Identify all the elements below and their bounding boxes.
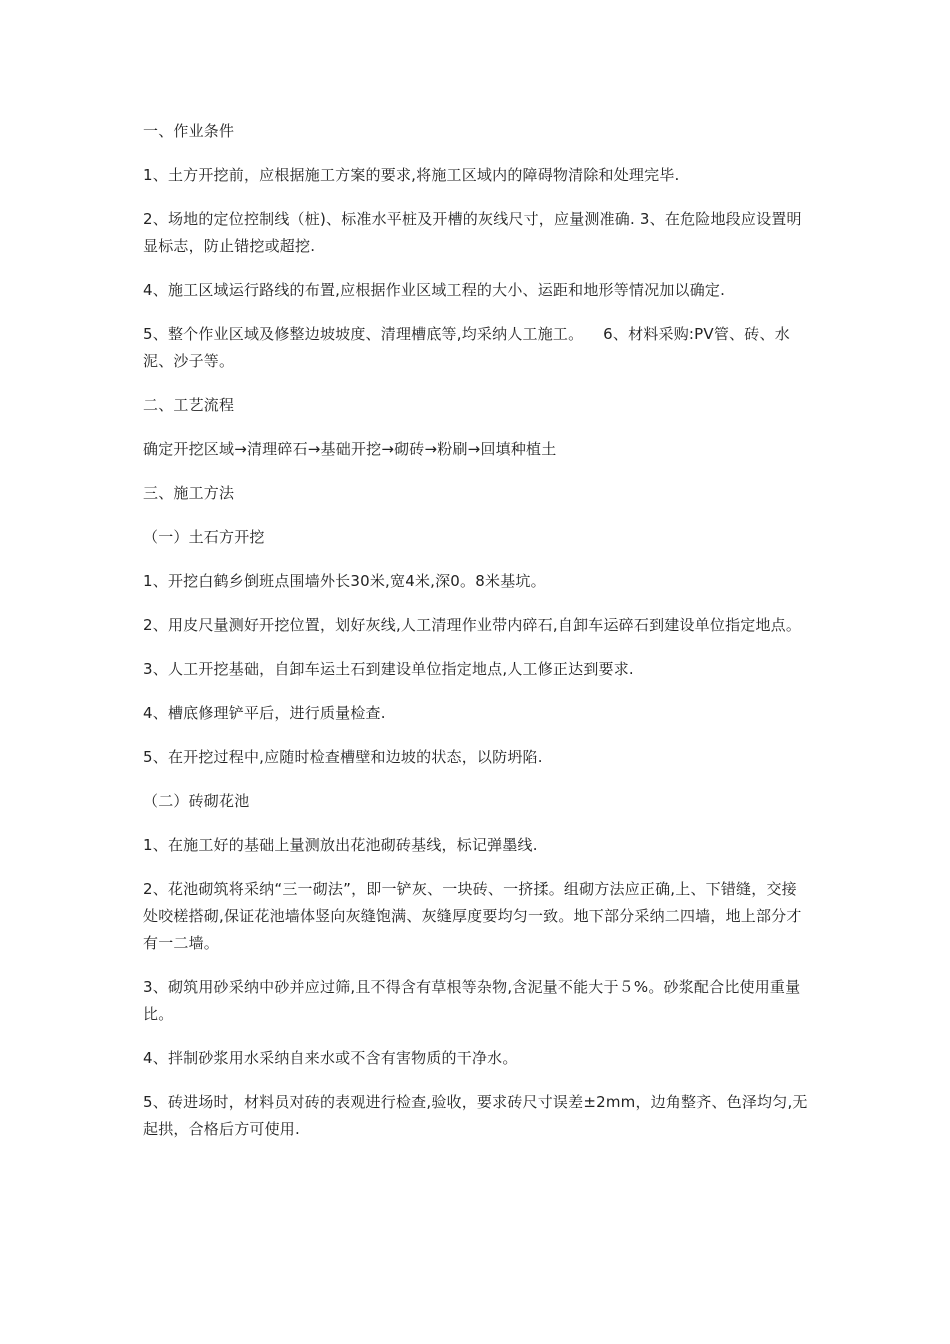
process-flow: 确定开挖区域→清理碎石→基础开挖→砌砖→粉刷→回填种植土 — [143, 440, 557, 458]
paragraph: 5、整个作业区域及修整边坡坡度、清理槽底等,均采纳人工施工。 6、材料采购:PV管、砖、水泥、沙子等。 — [143, 325, 790, 370]
document-body — [143, 118, 808, 1160]
section-heading-2: 二、工艺流程 — [143, 396, 235, 414]
paragraph: 3、人工开挖基础，自卸车运土石到建设单位指定地点,人工修正达到要求. — [143, 660, 634, 678]
paragraph: 4、槽底修理铲平后，进行质量检查. — [143, 704, 386, 722]
section-heading-1: 一、作业条件 — [143, 122, 235, 140]
paragraph: 1、土方开挖前，应根据施工方案的要求,将施工区域内的障碍物清除和处理完毕. — [143, 166, 680, 184]
paragraph: 3、砌筑用砂采纳中砂并应过筛,且不得含有草根等杂物,含泥量不能大于５%。砂浆配合比使用重量比。 — [143, 978, 801, 1023]
subsection-heading-1: （一）土石方开挖 — [143, 528, 265, 546]
section-heading-3: 三、施工方法 — [143, 484, 235, 502]
paragraph: 2、花池砌筑将采纳“三一砌法”，即一铲灰、一块砖、一挤揉。组砌方法应正确,上、下错缝，交接处咬槎搭砌,保证花池墙体竖向灰缝饱满、灰缝厚度要均匀一致。地下部分采纳二四墙，地上部分才有一二墙。 — [143, 880, 802, 952]
paragraph: 1、在施工好的基础上量测放出花池砌砖基线，标记弹墨线. — [143, 836, 538, 854]
paragraph: 5、在开挖过程中,应随时检查槽壁和边坡的状态，以防坍陷. — [143, 748, 543, 766]
paragraph: 5、砖进场时，材料员对砖的表观进行检查,验收，要求砖尺寸误差±2mm，边角整齐、色泽均匀,无起拱，合格后方可使用. — [143, 1093, 808, 1138]
subsection-heading-2: （二）砖砌花池 — [143, 792, 250, 810]
paragraph: 2、场地的定位控制线（桩)、标准水平桩及开槽的灰线尺寸，应量测准确. 3、在危险地段应设置明显标志，防止错挖或超挖. — [143, 210, 802, 255]
paragraph: 1、开挖白鹤乡倒班点围墙外长30米,宽4米,深0。8米基坑。 — [143, 572, 546, 590]
paragraph: 4、施工区域运行路线的布置,应根据作业区域工程的大小、运距和地形等情况加以确定. — [143, 281, 726, 299]
paragraph: 4、拌制砂浆用水采纳自来水或不含有害物质的干净水。 — [143, 1049, 518, 1067]
paragraph: 2、用皮尺量测好开挖位置，划好灰线,人工清理作业带内碎石,自卸车运碎石到建设单位指定地点。 — [143, 616, 802, 634]
